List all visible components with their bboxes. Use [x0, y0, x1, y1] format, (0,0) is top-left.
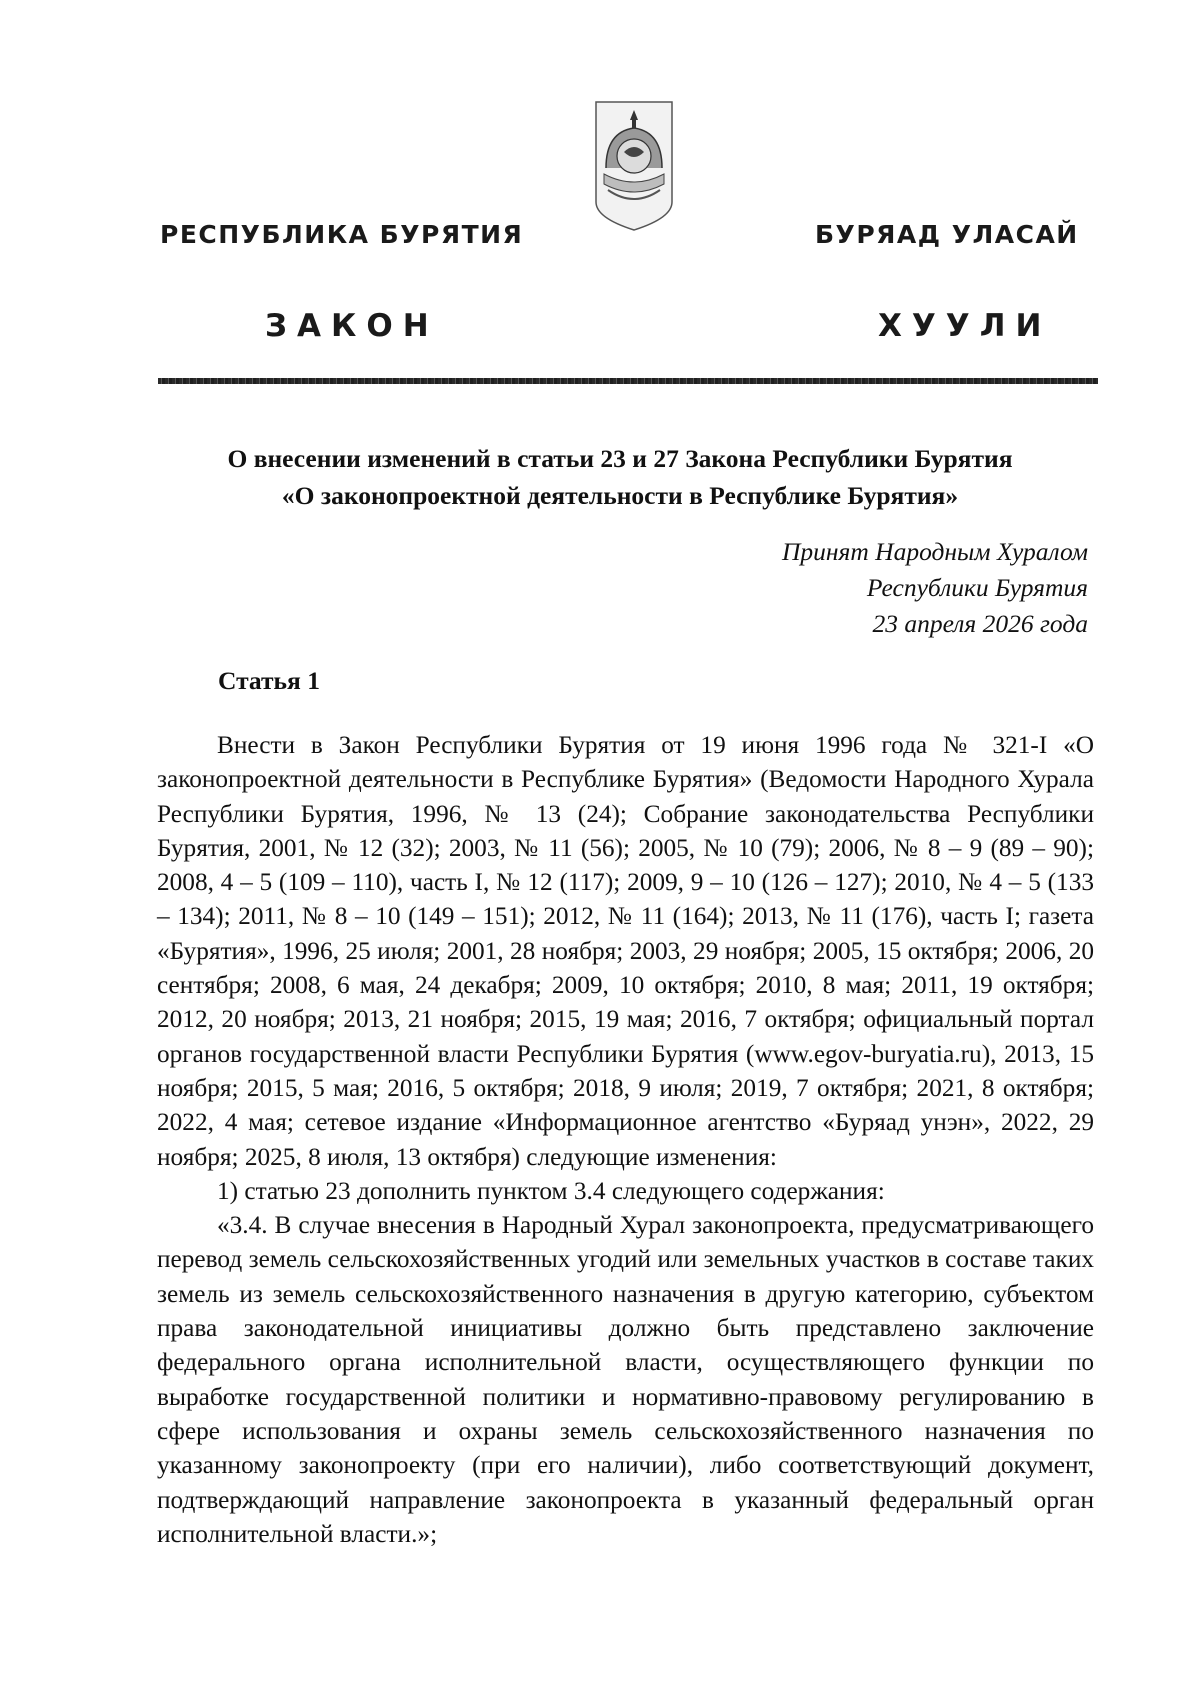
law-label-left: ЗАКОН [265, 308, 439, 344]
adoption-note-line-1: Принят Народным Хуралом [781, 537, 1088, 566]
law-title-line-2: «О законопроектной деятельности в Республике Бурятия» [281, 481, 959, 510]
law-title-line-1: О внесении изменений в статьи 23 и 27 Закона Республики Бурятия [227, 444, 1013, 473]
law-label-right: ХУУЛИ [878, 308, 1052, 344]
article-paragraph: «3.4. В случае внесения в Народный Хурал законопроекта, предусматривающего перевод земель сельскохозяйственных угодий или земельных участков в составе таких земель из земель сельскохозяйственного назначения в другую категорию, субъектом права законодательной инициативы должно быть представлено заключение федерального органа исполнительной власти, осуществляющего функции по выработке государственной политики и нормативно-правовому регулированию в сфере использования и охраны земель сельскохозяйственного назначения по указанному законопроекту (при его наличии), либо соответствующий документ, подтверждающий направление законопроекта в указанный федеральный орган исполнительной власти.»; [157, 1211, 1094, 1548]
article-heading: Статья 1 [218, 666, 320, 695]
buryatia-coat-of-arms-icon [592, 98, 676, 234]
adoption-note [782, 534, 1088, 642]
article-paragraph: Внести в Закон Республики Бурятия от 19 июня 1996 года № 321-I «О законопроектной деятельности в Республике Бурятия» (Ведомости Народного Хурала Республики Бурятия, 1996, № 13 (24); Собрание законодательства Республики Бурятия, 2001, № 12 (32); 2003, № 11 (56); 2005, № 10 (79); 2006, № 8 – 9 (89 – 90); 2008, 4 – 5 (109 – 110), часть I, № 12 (117); 2009, 9 – 10 (126 – 127); 2010, № 4 – 5 (133 – 134); 2011, № 8 – 10 (149 – 151); 2012, № 11 (164); 2013, № 11 (176), часть I; газета «Бурятия», 1996, 25 июля; 2001, 28 ноября; 2003, 29 ноября; 2005, 15 октября; 2006, 20 сентября; 2008, 6 мая, 24 декабря; 2009, 10 октября; 2010, 8 мая; 2011, 19 октября; 2012, 20 ноября; 2013, 21 ноября; 2015, 19 мая; 2016, 7 октября; официальный портал органов государственной власти Республики Бурятия (www.egov-buryatia.ru), 2013, 15 ноября; 2015, 5 мая; 2016, 5 октября; 2018, 9 июля; 2019, 7 октября; 2021, 8 октября; 2022, 4 мая; сетевое издание «Информационное агентство «Буряад унэн», 2022, 29 ноября; 2025, 8 июля, 13 октября) следующие изменения: [157, 731, 1094, 1171]
law-title [140, 440, 1100, 514]
adoption-note-line-2: Республики Бурятия [866, 573, 1088, 602]
adoption-note-line-3: 23 апреля 2026 года [872, 609, 1088, 638]
article-body [157, 728, 1094, 1551]
header-right-title: БУРЯАД УЛАСАЙ [815, 220, 1079, 249]
article-paragraph: 1) статью 23 дополнить пунктом 3.4 следующего содержания: [217, 1176, 885, 1205]
header-divider [158, 378, 1098, 384]
header-left-title: РЕСПУБЛИКА БУРЯТИЯ [160, 220, 524, 249]
